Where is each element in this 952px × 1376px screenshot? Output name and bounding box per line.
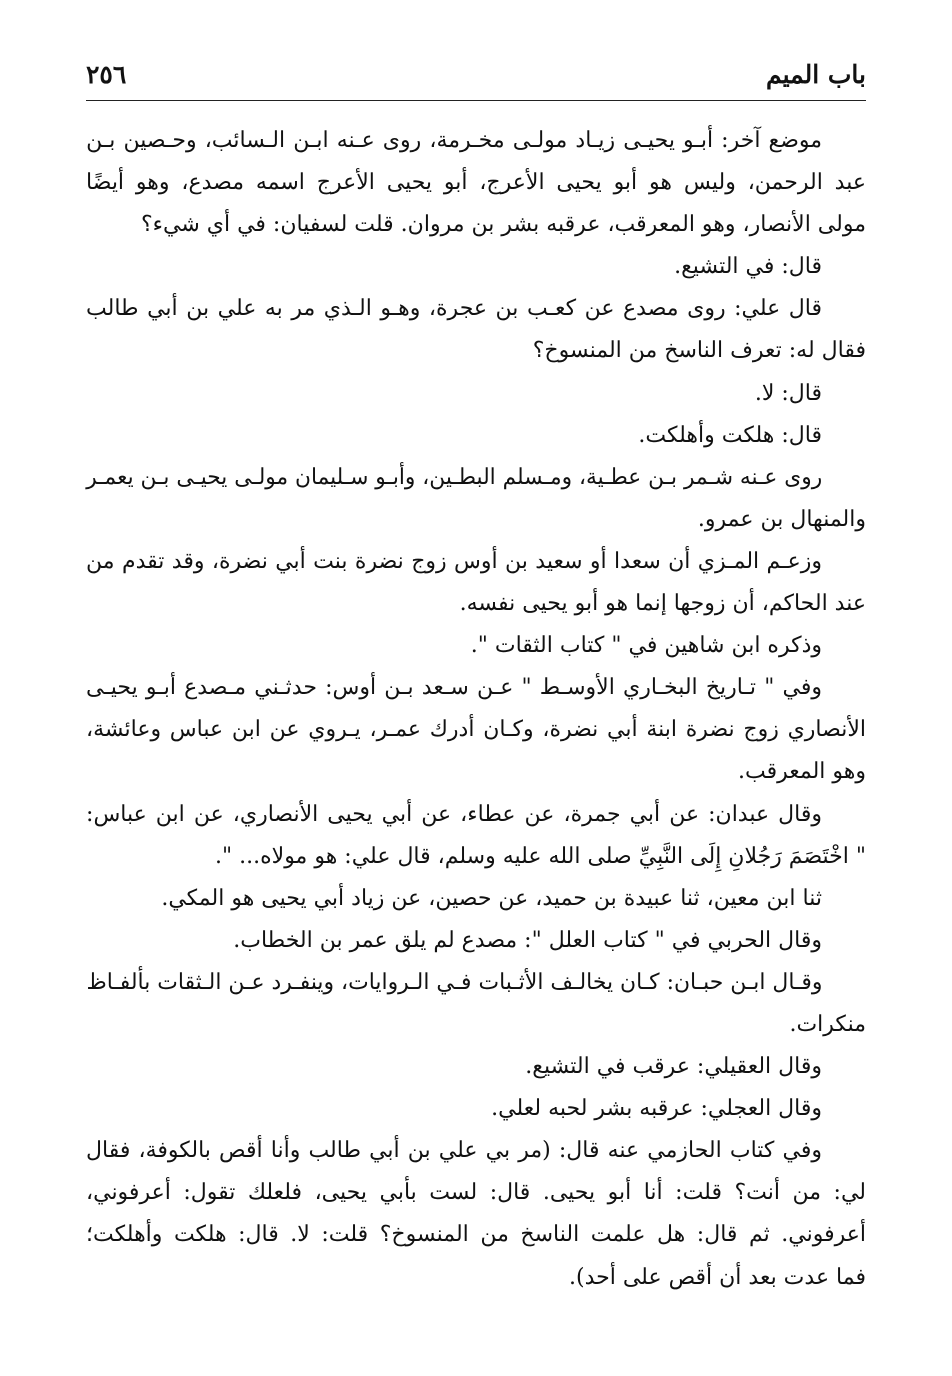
paragraph [86, 1046, 866, 1088]
text-line: قال: في التشيع. [674, 254, 822, 280]
text-line: وقال عبدان: عن أبي جمرة، عن عطاء، عن أبي يحيى الأنصاري، عن ابن عباس: [86, 801, 822, 827]
text-line: وقال العجلي: عرقبه بشر لحبه لعلي. [491, 1096, 822, 1122]
text-line: والمنهال بن عمرو. [697, 506, 866, 532]
paragraph [86, 120, 866, 246]
text-line: قال: هلكت وأهلكت. [638, 422, 822, 448]
text-line: وقال الحربي في " كتاب العلل ": مصدع لم يلق عمر بن الخطاب. [233, 927, 822, 953]
text-line: أعرفوني. ثم قال: هل علمت الناسخ من المنسوخ؟ قلت: لا. قال: هلكت وأهلكت؛ [86, 1222, 866, 1248]
paragraph [86, 625, 866, 667]
text-line: لي: من أنت؟ قلت: أنا أبو يحيى. قال: لست بأبي يحيى، فلعلك تقول: أعرفوني، [86, 1180, 866, 1206]
paragraph [86, 962, 866, 1046]
text-line: منكرات. [789, 1011, 866, 1037]
paragraph [86, 457, 866, 541]
body-text [86, 120, 866, 1299]
chapter-title: باب الميم [765, 60, 866, 89]
paragraph [86, 920, 866, 962]
paragraph [86, 415, 866, 457]
paragraph [86, 1130, 866, 1298]
text-line: وقـال ابـن حبـان: كـان يخالـف الأثـبات فـي الـروايات، وينفـرد عـن الـثقات بألفـاظ [85, 969, 822, 995]
paragraph [86, 667, 866, 793]
text-line: وهو المعرقب. [738, 759, 866, 785]
text-line: فما عدت بعد أن أقص على أحد). [569, 1264, 866, 1290]
text-line: روى عـنه شـمر بـن عطـية، ومـسلم البطـين، وأبـو سـليمان مولـى يحيـى بـن يعمـر [86, 464, 822, 490]
text-line: " اخْتَصَمَ رَجُلانِ إِلَى النَّبِيِّ صلى الله عليه وسلم، قال علي: هو مولاه... ". [215, 843, 866, 869]
paragraph [86, 288, 866, 372]
text-line: الأنصاري زوج نضرة ابنة أبي نضرة، وكـان أدرك عمـر، يـروي عن ابن عباس وعائشة، [85, 717, 866, 743]
text-line: موضع آخر: أبـو يحيـى زيـاد مولـى مخـرمة، روى عـنه ابـن الـسائب، وحـصين بـن [86, 128, 822, 153]
text-line: وفي " تـاريخ البخـاري الأوسـط " عـن سـعد بـن أوس: حدثـني مـصدع أبـو يحيـى [85, 675, 822, 701]
text-line: عند الحاكم، أن زوجها إنما هو أبو يحيى نفسه. [459, 591, 866, 617]
text-line: عبد الرحمن، وليس هو أبو يحيى الأعرج، أبو يحيى الأعرج اسمه مصدع، وهو أيضًا [86, 170, 866, 196]
paragraph [86, 246, 866, 288]
text-line: مولى الأنصار، وهو المعرقب، عرقبه بشر بن مروان. قلت لسفيان: في أي شيء؟ [140, 212, 866, 238]
text-line: وزعـم المـزي أن سعدا أو سعيد بن أوس زوج نضرة بنت أبي نضرة، وقد تقدم من [86, 548, 822, 574]
text-line: قال: لا. [754, 380, 822, 406]
text-line: ثنا ابن معين، ثنا عبيدة بن حميد، عن حصين، عن زياد أبي يحيى هو المكي. [161, 885, 822, 911]
header-rule [86, 100, 866, 101]
text-line: فقال له: تعرف الناسخ من المنسوخ؟ [532, 338, 866, 364]
paragraph [86, 1088, 866, 1130]
paragraph [86, 794, 866, 878]
paragraph [86, 541, 866, 625]
text-line: قال علي: روى مصدع عن كعـب بن عجرة، وهـو الـذي مر به علي بن أبي طالب [86, 296, 822, 322]
text-line: وفي كتاب الحازمي عنه قال: (مر بي علي بن أبي طالب وأنا أقص بالكوفة، فقال [86, 1138, 822, 1164]
page-number: ٢٥٦ [86, 60, 127, 89]
paragraph [86, 878, 866, 920]
running-header [86, 54, 866, 98]
text-line: وذكره ابن شاهين في " كتاب الثقات ". [470, 633, 822, 659]
text-line: وقال العقيلي: عرقب في التشيع. [525, 1054, 822, 1080]
paragraph [86, 373, 866, 415]
